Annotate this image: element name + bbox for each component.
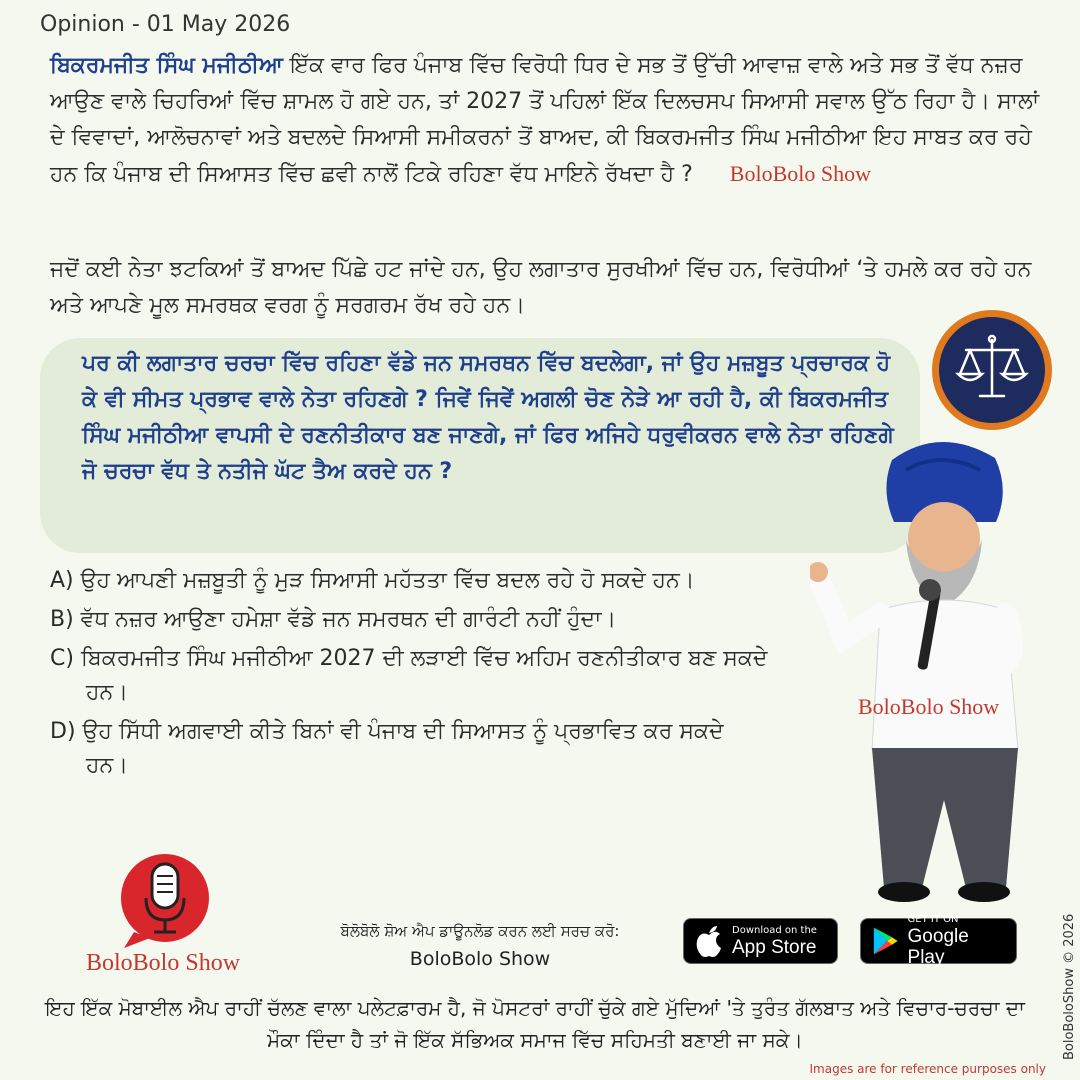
politician-illustration: [810, 430, 1060, 910]
date-header: Opinion - 01 May 2026: [40, 12, 291, 37]
app-store-small: Download on the: [732, 924, 817, 936]
brand-logo-text: BoloBolo Show: [86, 950, 241, 976]
option-b: B) ਵੱਧ ਨਜ਼ਰ ਆਉਣਾ ਹਮੇਸ਼ਾ ਵੱਡੇ ਜਨ ਸਮਰਥਨ ਦੀ ਗਾਰੰਟੀ ਨਹੀਂ ਹੁੰਦਾ।: [50, 607, 617, 632]
google-play-icon: [871, 925, 900, 957]
google-play-big: Google Play: [907, 926, 969, 968]
question-text: ਪਰ ਕੀ ਲਗਾਤਾਰ ਚਰਚਾ ਵਿੱਚ ਰਹਿਣਾ ਵੱਡੇ ਜਨ ਸਮਰਥਨ ਵਿੱਚ ਬਦਲੇਗਾ, ਜਾਂ ਉਹ ਮਜ਼ਬੂਤ ਪ੍ਰਚਾਰਕ ਹੋ ਕੇ ਵੀ ਸੀਮਤ ਪ੍ਰਭਾਵ ਵਾਲੇ ਨੇਤਾ ਰਹਿਣਗੇ ? ਜਿਵੇਂ ਜਿਵੇਂ ਅਗਲੀ ਚੋਣ ਨੇੜੇ ਆ ਰਹੀ ਹੈ, ਕੀ ਬਿਕਰਮਜੀਤ ਸਿੰਘ ਮਜੀਠੀਆ ਵਾਪਸੀ ਦੇ ਰਣਨੀਤੀਕਾਰ ਬਣ ਜਾਣਗੇ, ਜਾਂ ਫਿਰ ਅਜਿਹੇ ਧਰੁਵੀਕਰਨ ਵਾਲੇ ਨੇਤਾ ਰਹਿਣਗੇ ਜੋ ਚਰਚਾ ਵੱਧ ਤੇ ਨਤੀਜੇ ਘੱਟ ਤੈਅ ਕਰਦੇ ਹਨ ?: [82, 351, 894, 484]
figure-watermark: BoloBolo Show: [858, 694, 1000, 719]
intro-text: ਇੱਕ ਵਾਰ ਫਿਰ ਪੰਜਾਬ ਵਿੱਚ ਵਿਰੋਧੀ ਧਿਰ ਦੇ ਸਭ ਤੋਂ ਉੱਚੀ ਆਵਾਜ਼ ਵਾਲੇ ਅਤੇ ਸਭ ਤੋਂ ਵੱਧ ਨਜ਼ਰ ਆਉਣ ਵਾਲੇ ਚਿਹਰਿਆਂ ਵਿੱਚ ਸ਼ਾਮਲ ਹੋ ਗਏ ਹਨ, ਤਾਂ 2027 ਤੋਂ ਪਹਿਲਾਂ ਇੱਕ ਦਿਲਚਸਪ ਸਿਆਸੀ ਸਵਾਲ ਉੱਠ ਰਿਹਾ ਹੈ। ਸਾਲਾਂ ਦੇ ਵਿਵਾਦਾਂ, ਆਲੋਚਨਾਵਾਂ ਅਤੇ ਬਦਲਦੇ ਸਿਆਸੀ ਸਮੀਕਰਨਾਂ ਤੋਂ ਬਾਅਦ, ਕੀ ਬਿਕਰਮਜੀਤ ਸਿੰਘ ਮਜੀਠੀਆ ਇਹ ਸਾਬਤ ਕਰ ਰਹੇ ਹਨ ਕਿ ਪੰਜਾਬ ਦੀ ਸਿਆਸਤ ਵਿੱਚ ਛਵੀ ਨਾਲੋਂ ਟਿਕੇ ਰਹਿਣਾ ਵੱਧ ਮਾਇਨੇ ਰੱਖਦਾ ਹੈ ?: [50, 53, 1040, 187]
option-a: A) ਉਹ ਆਪਣੀ ਮਜ਼ਬੂਤੀ ਨੂੰ ਮੁੜ ਸਿਆਸੀ ਮਹੱਤਤਾ ਵਿੱਚ ਬਦਲ ਰਹੇ ਹੋ ਸਕਦੇ ਹਨ।: [50, 568, 695, 593]
answer-options: [50, 564, 770, 788]
option-d: D) ਉਹ ਸਿੱਧੀ ਅਗਵਾਈ ਕੀਤੇ ਬਿਨਾਂ ਵੀ ਪੰਜਾਬ ਦੀ ਸਿਆਸਤ ਨੂੰ ਪ੍ਰਭਾਵਿਤ ਕਰ ਸਕਦੇ ਹਨ।: [50, 719, 724, 778]
option-c: C) ਬਿਕਰਮਜੀਤ ਸਿੰਘ ਮਜੀਠੀਆ 2027 ਦੀ ਲੜਾਈ ਵਿੱਚ ਅਹਿਮ ਰਣਨੀਤੀਕਾਰ ਬਣ ਸਕਦੇ ਹਨ।: [50, 646, 768, 705]
app-store-button[interactable]: [683, 918, 838, 964]
politician-name: ਬਿਕਰਮਜੀਤ ਸਿੰਘ ਮਜੀਠੀਆ: [50, 53, 283, 78]
second-paragraph: ਜਦੋਂ ਕਈ ਨੇਤਾ ਝਟਕਿਆਂ ਤੋਂ ਬਾਅਦ ਪਿੱਛੇ ਹਟ ਜਾਂਦੇ ਹਨ, ਉਹ ਲਗਾਤਾਰ ਸੁਰਖੀਆਂ ਵਿੱਚ ਹਨ, ਵਿਰੋਧੀਆਂ ‘ਤੇ ਹਮਲੇ ਕਰ ਰਹੇ ਹਨ ਅਤੇ ਆਪਣੇ ਮੂਲ ਸਮਰਥਕ ਵਰਗ ਨੂੰ ਸਰਗਰਮ ਰੱਖ ਰਹੇ ਹਨ।: [50, 257, 1032, 318]
intro-paragraph: [50, 48, 1040, 193]
google-play-small: GET IT ON: [907, 914, 959, 925]
microphone-icon: [110, 850, 220, 950]
justice-badge: [932, 310, 1052, 430]
download-app-name: BoloBolo Show: [409, 948, 551, 970]
download-label: ਬੋਲੋਬੋਲੋ ਸ਼ੋਅ ਐਪ ਡਾਊਨਲੋਡ ਕਰਨ ਲਈ ਸਰਚ ਕਰੋ:: [340, 922, 620, 940]
footer-text: ਇਹ ਇੱਕ ਮੋਬਾਈਲ ਐਪ ਰਾਹੀਂ ਚੱਲਣ ਵਾਲਾ ਪਲੇਟਫ਼ਾਰਮ ਹੈ, ਜੋ ਪੋਸਟਰਾਂ ਰਾਹੀਂ ਚੁੱਕੇ ਗਏ ਮੁੱਦਿਆਂ 'ਤੇ ਤੁਰੰਤ ਗੱਲਬਾਤ ਅਤੇ ਵਿਚਾਰ-ਚਰਚਾ ਦਾ ਮੌਕਾ ਦਿੰਦਾ ਹੈ ਤਾਂ ਜੋ ਇੱਕ ਸੱਭਿਅਕ ਸਮਾਜ ਵਿੱਚ ਸਹਿਮਤੀ ਬਣਾਈ ਜਾ ਸਕੇ।: [45, 996, 1025, 1052]
google-play-button[interactable]: [860, 914, 1017, 968]
scales-of-justice-icon: [952, 330, 1032, 410]
app-store-big: App Store: [732, 936, 817, 958]
reference-note: Images are for reference purposes only: [809, 1062, 1046, 1076]
apple-icon: [694, 924, 724, 958]
copyright-text: BoloBoloShow © 2026: [1062, 913, 1077, 1060]
inline-watermark: BoloBolo Show: [729, 161, 871, 186]
